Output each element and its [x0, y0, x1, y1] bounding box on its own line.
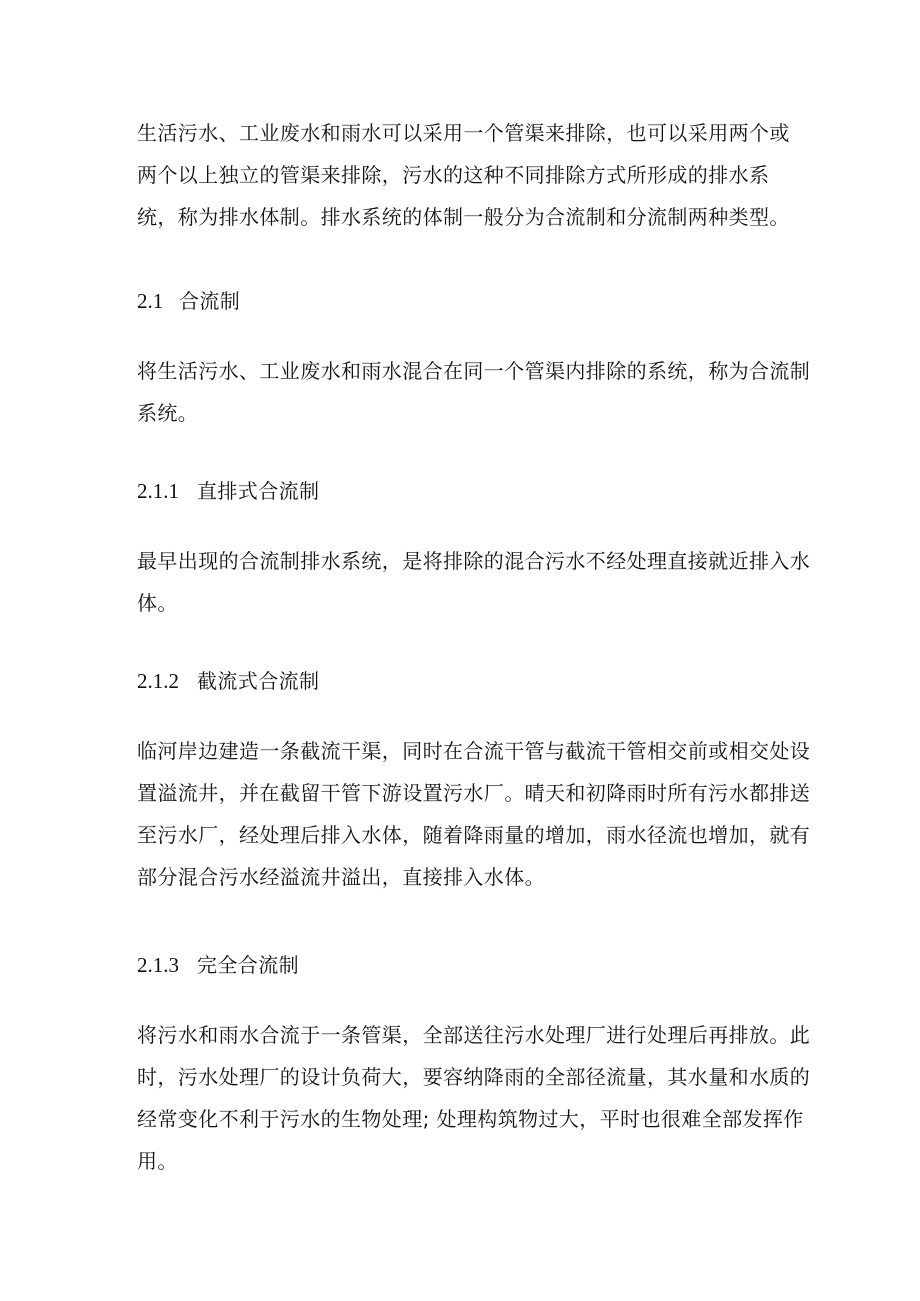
section-title: 直排式合流制 — [197, 479, 320, 503]
text-line: 时，污水处理厂的设计负荷大，要容纳降雨的全部径流量，其水量和水质的 — [137, 1065, 811, 1089]
heading-2-1-3 — [137, 944, 299, 986]
text-line: 将生活污水、工业废水和雨水混合在同一个管渠内排除的系统，称为合流制 — [137, 359, 811, 383]
text-line: 生活污水、工业废水和雨水可以采用一个管渠来排除，也可以采用两个或 — [137, 121, 790, 145]
text-line: 最早出现的合流制排水系统，是将排除的混合污水不经处理直接就近排入水 — [137, 549, 811, 573]
section-number: 2.1 — [137, 289, 164, 313]
heading-2-1 — [137, 280, 240, 322]
text-line: 部分混合污水经溢流井溢出，直接排入水体。 — [137, 865, 545, 889]
section-number: 2.1.2 — [137, 669, 179, 693]
section-number: 2.1.1 — [137, 479, 179, 503]
paragraph-2-1 — [137, 350, 811, 434]
heading-2-1-2 — [137, 660, 319, 702]
section-title: 完全合流制 — [197, 953, 299, 977]
text-line: 用。 — [137, 1149, 178, 1173]
heading-2-1-1 — [137, 470, 319, 512]
section-number: 2.1.3 — [137, 953, 179, 977]
text-line: 临河岸边建造一条截流干渠，同时在合流干管与截流干管相交前或相交处设 — [137, 739, 811, 763]
text-line: 统，称为排水体制。排水系统的体制一般分为合流制和分流制两种类型。 — [137, 205, 790, 229]
paragraph-2-1-3 — [137, 1014, 811, 1182]
text-line: 将污水和雨水合流于一条管渠，全部送往污水处理厂进行处理后再排放。此 — [137, 1023, 811, 1047]
text-line: 经常变化不利于污水的生物处理; 处理构筑物过大，平时也很难全部发挥作 — [137, 1107, 804, 1131]
text-line: 置溢流井，并在截留干管下游设置污水厂。晴天和初降雨时所有污水都排送 — [137, 781, 811, 805]
paragraph-2-1-1 — [137, 540, 811, 624]
paragraph-2-1-2 — [137, 730, 811, 898]
text-line: 系统。 — [137, 401, 199, 425]
intro-paragraph — [137, 112, 797, 238]
text-line: 体。 — [137, 591, 178, 615]
text-line: 至污水厂，经处理后排入水体，随着降雨量的增加，雨水径流也增加，就有 — [137, 823, 811, 847]
section-title: 合流制 — [179, 289, 241, 313]
text-line: 两个以上独立的管渠来排除，污水的这种不同排除方式所形成的排水系 — [137, 163, 770, 187]
section-title: 截流式合流制 — [197, 669, 320, 693]
